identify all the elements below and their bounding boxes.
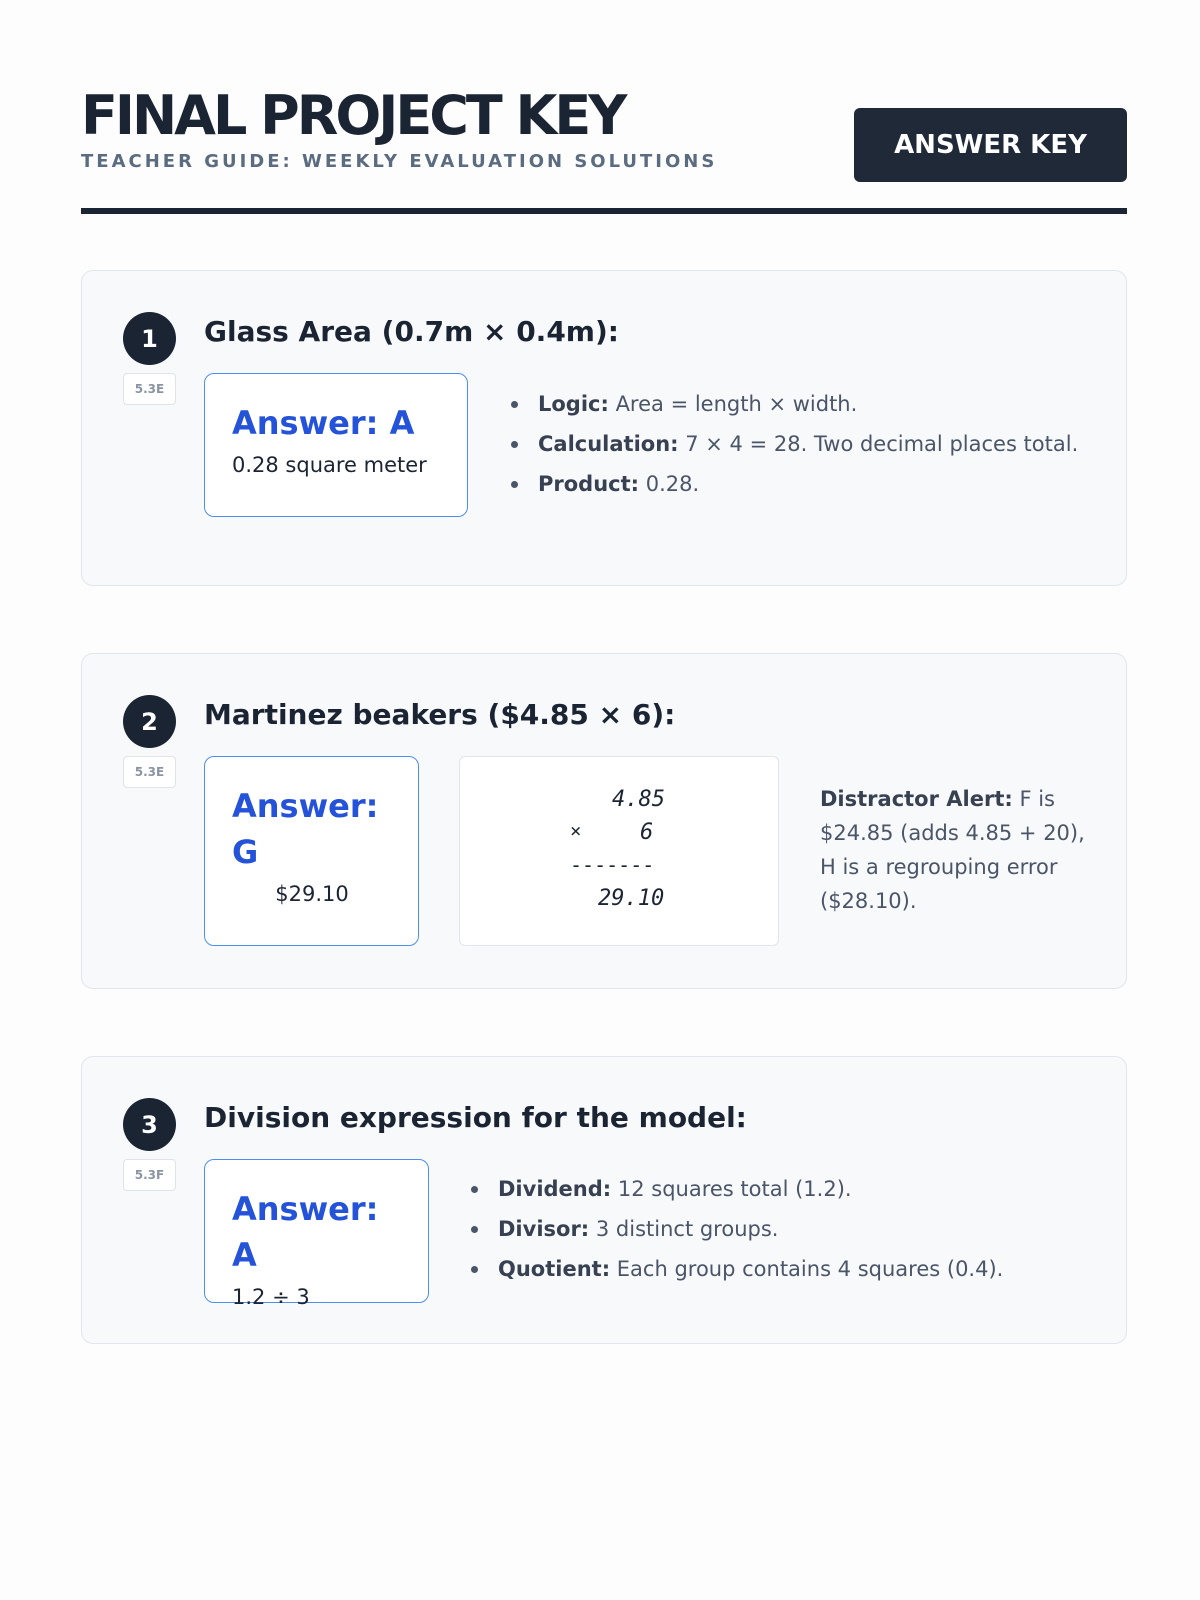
header-divider xyxy=(81,208,1127,214)
answer-letter: Answer: G xyxy=(232,787,379,871)
product: 29.10 xyxy=(598,886,665,911)
list-item: Product: 0.28. xyxy=(509,464,1078,504)
question-prompt: Martinez beakers ($4.85 × 6): xyxy=(204,698,676,731)
sum-line: ------- xyxy=(570,853,655,877)
standard-tag: 5.3E xyxy=(123,756,176,788)
list-item: Divisor: 3 distinct groups. xyxy=(469,1209,1003,1249)
list-item: Calculation: 7 × 4 = 28. Two decimal places total. xyxy=(509,424,1078,464)
question-card-1 xyxy=(81,270,1127,586)
answer-box xyxy=(204,373,468,517)
list-item: Logic: Area = length × width. xyxy=(509,384,1078,424)
question-card-2 xyxy=(81,653,1127,989)
question-card-3 xyxy=(81,1056,1127,1344)
multiplier: 6 xyxy=(640,820,654,845)
list-item: Quotient: Each group contains 4 squares (0.4). xyxy=(469,1249,1003,1289)
answer-box xyxy=(204,1159,429,1309)
worked-multiplication xyxy=(459,756,779,946)
answer-letter: Answer: A xyxy=(232,1190,379,1274)
standard-tag: 5.3F xyxy=(123,1159,176,1191)
explanation-list xyxy=(469,1169,1003,1289)
distractor-alert: Distractor Alert: F is $24.85 (adds 4.85 + 20), H is a regrouping error ($28.10). xyxy=(820,787,1085,913)
answer-box xyxy=(204,756,419,946)
question-number: 1 xyxy=(123,312,176,365)
question-prompt: Division expression for the model: xyxy=(204,1101,747,1134)
answer-detail: $29.10 xyxy=(275,882,349,906)
times-sign: × xyxy=(570,820,582,842)
answer-detail: 0.28 square meter xyxy=(232,453,427,477)
answer-detail: 1.2 ÷ 3 xyxy=(232,1285,310,1309)
answer-key-badge: ANSWER KEY xyxy=(854,108,1127,182)
page-subtitle: TEACHER GUIDE: WEEKLY EVALUATION SOLUTIONS xyxy=(81,151,718,172)
question-number: 3 xyxy=(123,1098,176,1151)
list-item: Dividend: 12 squares total (1.2). xyxy=(469,1169,1003,1209)
page-title: FINAL PROJECT KEY xyxy=(81,84,625,147)
question-number: 2 xyxy=(123,695,176,748)
explanation-list xyxy=(509,384,1078,504)
question-prompt: Glass Area (0.7m × 0.4m): xyxy=(204,315,619,348)
standard-tag: 5.3E xyxy=(123,373,176,405)
answer-letter: Answer: A xyxy=(232,404,415,442)
multiplicand: 4.85 xyxy=(612,787,665,812)
page-header xyxy=(81,84,1127,214)
